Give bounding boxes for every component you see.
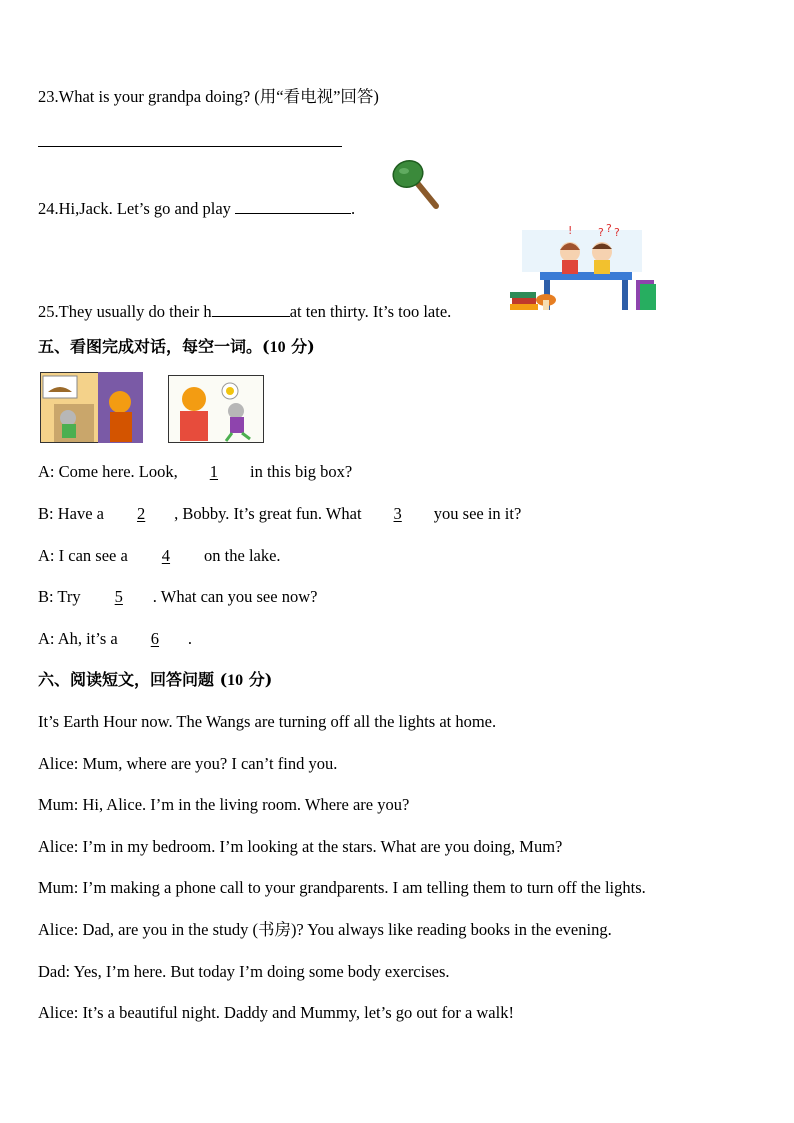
question-24: 24.Hi,Jack. Let’s go and play . <box>38 199 356 218</box>
question-24-text: 24.Hi,Jack. Let’s go and play <box>38 199 236 218</box>
answer-blank-24[interactable] <box>235 199 351 214</box>
dialogue-line-2: B: Have a 2 , Bobby. It’s great fun. What 3 you see in it? <box>38 504 522 523</box>
passage-line: Mum: I’m making a phone call to your grandparents. I am telling them to turn off the lights. <box>38 878 646 897</box>
dialogue-blank-4[interactable]: 4 <box>161 546 171 565</box>
passage-line: Alice: It’s a beautiful night. Daddy and Mummy, let’s go out for a walk! <box>38 1003 514 1022</box>
kids-doing-homework-image <box>504 222 660 320</box>
dialogue-line-3: A: I can see a 4 on the lake. <box>38 546 281 565</box>
section-6-heading: 六、阅读短文，回答问题 (10 分) <box>38 670 273 689</box>
passage-line: Alice: I’m in my bedroom. I’m looking at the stars. What are you doing, Mum? <box>38 837 563 856</box>
passage-line: Mum: Hi, Alice. I’m in the living room. Where are you? <box>38 795 410 814</box>
svg-text:?: ? <box>614 226 620 239</box>
cartoon-picture-1 <box>40 372 143 443</box>
ping-pong-paddle-image <box>390 158 442 210</box>
dialogue-line-4: B: Try 5 . What can you see now? <box>38 587 318 606</box>
dialogue-blank-3[interactable]: 3 <box>393 504 402 523</box>
section-5-heading: 五、看图完成对话，每空一词。(10 分) <box>38 337 315 356</box>
question-23 <box>38 87 379 107</box>
question-25-text: 25.They usually do their h <box>38 302 212 321</box>
answer-line-23[interactable] <box>38 146 342 147</box>
dialogue-blank-2[interactable]: 2 <box>136 504 146 523</box>
question-25: 25.They usually do their h at ten thirty. It’s too late. <box>38 302 452 321</box>
dialogue-blank-1[interactable]: 1 <box>209 462 219 481</box>
svg-text:?: ? <box>606 222 612 235</box>
question-23-text: 23.What is your grandpa doing? (用“看电视”回答) <box>38 87 379 106</box>
dialogue-line-5: A: Ah, it’s a 6 . <box>38 629 193 648</box>
passage-line: Dad: Yes, I’m here. But today I’m doing some body exercises. <box>38 962 450 981</box>
dialogue-line-1: A: Come here. Look, 1 in this big box? <box>38 462 353 481</box>
answer-blank-25[interactable] <box>212 302 290 317</box>
passage-line: Alice: Dad, are you in the study (书房)? You always like reading books in the evening. <box>38 920 612 939</box>
passage-line: It’s Earth Hour now. The Wangs are turning off all the lights at home. <box>38 712 497 731</box>
dialogue-blank-6[interactable]: 6 <box>150 629 160 648</box>
passage-line: Alice: Mum, where are you? I can’t find you. <box>38 754 338 773</box>
svg-text:!: ! <box>568 224 573 237</box>
cartoon-picture-2 <box>168 375 264 443</box>
svg-text:?: ? <box>598 226 604 239</box>
dialogue-blank-5[interactable]: 5 <box>114 587 123 606</box>
